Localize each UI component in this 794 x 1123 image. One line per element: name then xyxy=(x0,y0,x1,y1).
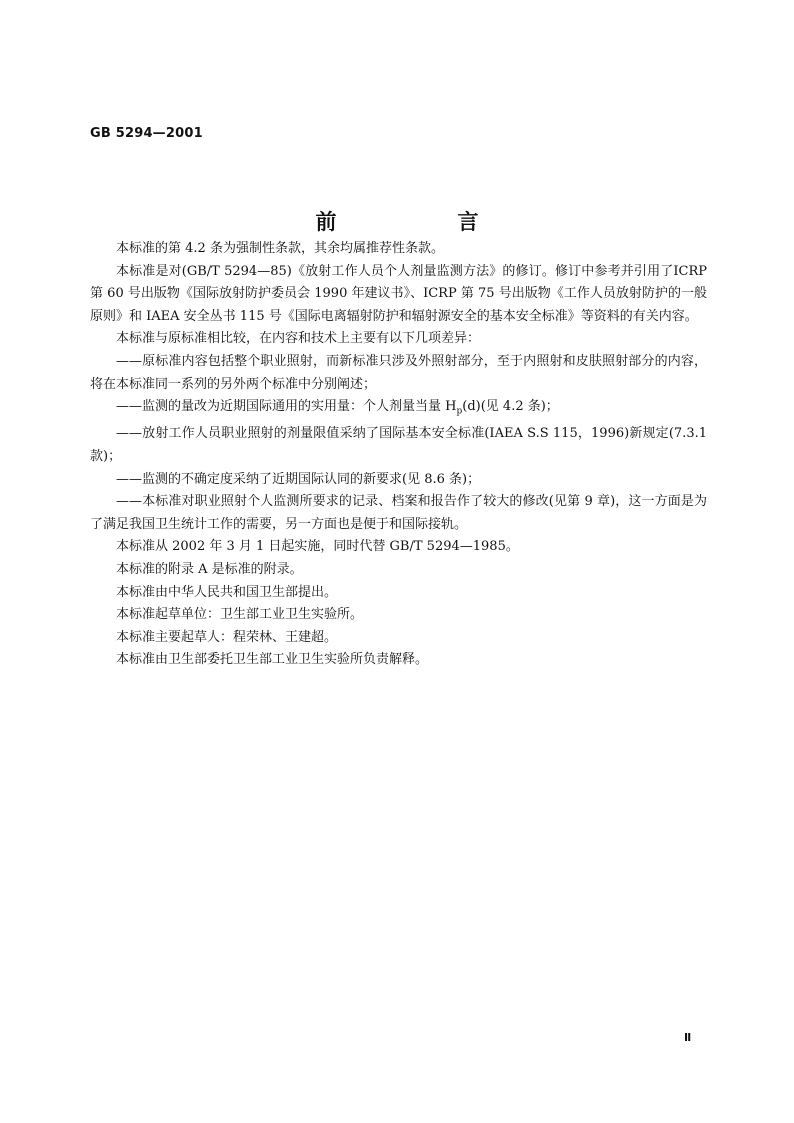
paragraph-interpretation: 本标准由卫生部委托卫生部工业卫生实验所负责解释。 xyxy=(116,652,429,668)
paragraph-mandatory-clause: 本标准的第 4.2 条为强制性条款，其余均属推荐性条款。 xyxy=(116,241,444,256)
paragraph-difference-dose-limit: ——放射工作人员职业照射的剂量限值采纳了国际基本安全标准(IAEA S.S 115，1996)新规定(7.3.1 款)； xyxy=(90,426,707,464)
dose-quantity-tail: (d)(见 4.2 条)； xyxy=(462,399,559,415)
paragraph-difference-quantity xyxy=(90,396,707,423)
paragraph-differences-intro: 本标准与原标准相比较，在内容和技术上主要有以下几项差异： xyxy=(116,331,481,347)
paragraph-drafters: 本标准主要起草人：程荣林、王建超。 xyxy=(116,629,338,645)
page-title: 前 言 xyxy=(315,210,529,234)
dose-subscript: p xyxy=(456,406,463,417)
paragraph-appendix: 本标准的附录 A 是标准的附录。 xyxy=(116,561,303,577)
dose-quantity-text: ——监测的量改为近期国际通用的实用量：个人剂量当量 H xyxy=(116,399,457,415)
page-number: Ⅱ xyxy=(684,1031,692,1044)
paragraph-revision-basis: 本标准是对(GB/T 5294—85)《放射工作人员个人剂量监测方法》的修订。修订中参考并引用了ICRP第 60 号出版物《国际放射防护委员会 1990 年建议书》、ICRP 第 75 号出版物《工作人员放射防护的一般原则》和 IAEA 安全丛书 115 号《国际电离辐射防护和辐射源安全的基本安全标准》等资料的有关内容。 xyxy=(90,263,707,324)
paragraph-difference-records: ——本标准对职业照射个人监测所要求的记录、档案和报告作了较大的修改(见第 9 章)，这一方面是为了满足我国卫生统计工作的需要，另一方面也是便于和国际接轨。 xyxy=(90,494,707,532)
paragraph-proposer: 本标准由中华人民共和国卫生部提出。 xyxy=(116,584,338,600)
paragraph-drafting-unit: 本标准起草单位：卫生部工业卫生实验所。 xyxy=(116,607,364,623)
paragraph-difference-uncertainty: ——监测的不确定度采纳了近期国际认同的新要求(见 8.6 条)； xyxy=(116,471,481,487)
paragraph-effective-date: 本标准从 2002 年 3 月 1 日起实施，同时代替 GB/T 5294—1985。 xyxy=(116,539,519,555)
foreword-body xyxy=(90,238,707,672)
paragraph-difference-scope: ——原标准内容包括整个职业照射，而新标准只涉及外照射部分，至于内照射和皮肤照射部分的内容，将在本标准同一系列的另外两个标准中分别阐述； xyxy=(90,353,707,392)
document-code: GB 5294—2001 xyxy=(90,126,203,141)
